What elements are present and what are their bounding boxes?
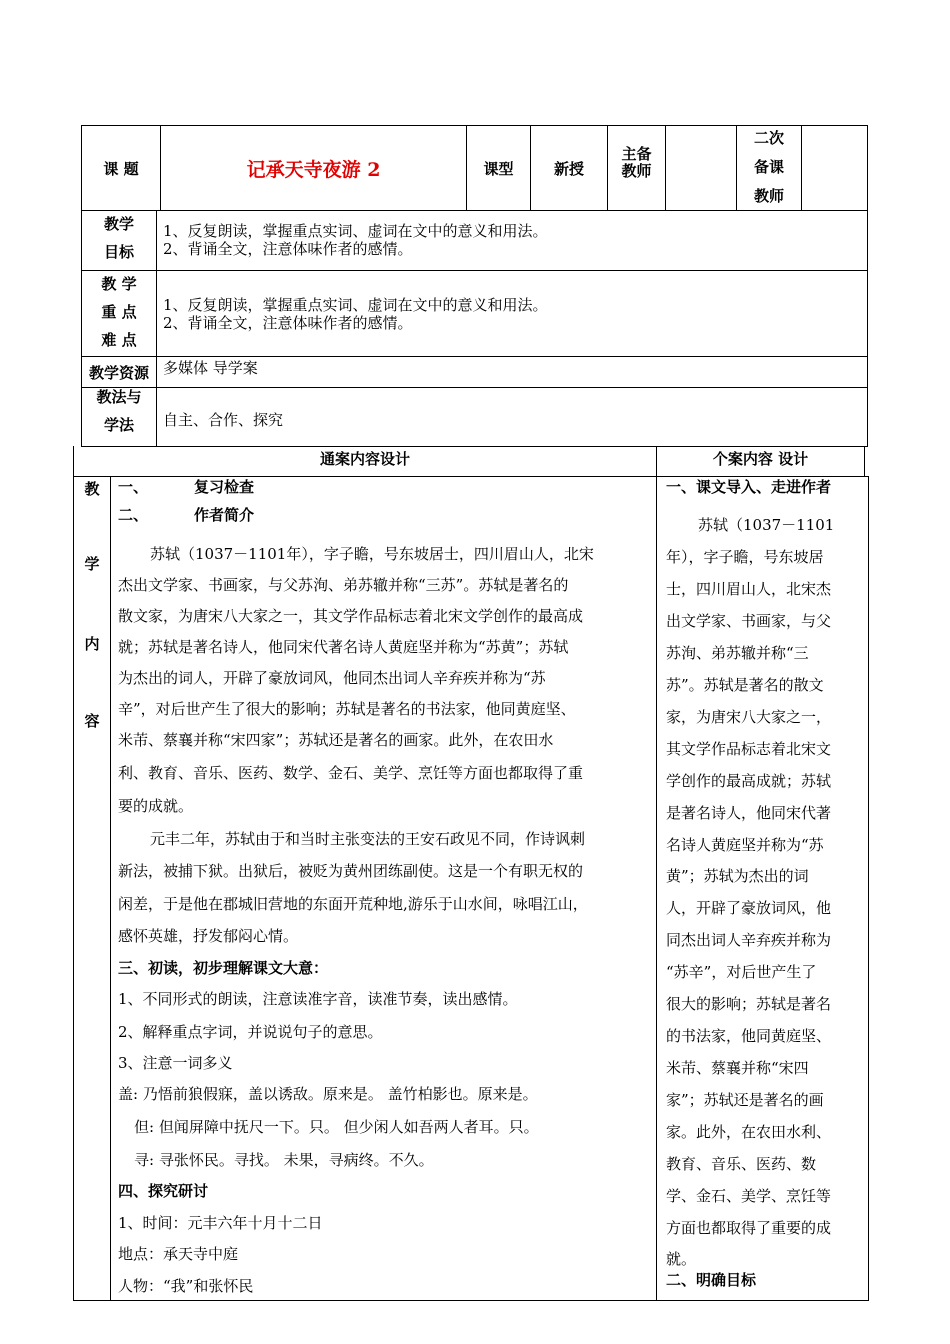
list-item: 3、注意一词多义 xyxy=(118,1054,233,1072)
polysemy-line: 寻: 寻张怀民。寻找。 未果，寻病终。不久。 xyxy=(134,1151,434,1169)
header-individual-design: 个案内容 设计 xyxy=(712,449,809,468)
table-border-right-upper xyxy=(867,125,868,447)
divider xyxy=(801,125,802,211)
list-item: 1、时间：元丰六年十月十二日 xyxy=(118,1214,323,1232)
divider xyxy=(868,476,869,1301)
section-review-heading: 一、 复习检查 xyxy=(118,478,255,496)
goals-text: 1、反复朗读，掌握重点实词、虚词在文中的意义和用法。 2、背诵全文，注意体味作者的感情。 xyxy=(163,222,548,258)
label-main-teacher: 主备 教师 xyxy=(621,145,652,180)
divider xyxy=(81,270,868,271)
divider xyxy=(156,210,157,447)
label-resources: 教学资源 xyxy=(88,363,149,382)
section-first-reading-heading: 三、初读，初步理解课文大意： xyxy=(118,959,329,977)
section-author-heading: 二、 作者简介 xyxy=(118,506,255,524)
list-item: 人物：“我”和张怀民 xyxy=(118,1277,254,1295)
type-value: 新授 xyxy=(553,159,584,178)
divider xyxy=(81,356,868,357)
label-second-teacher: 二次 备课 教师 xyxy=(753,129,784,205)
resources-value: 多媒体 导学案 xyxy=(163,359,258,377)
list-item: 2、解释重点字词，并说说句子的意思。 xyxy=(118,1023,383,1041)
side-goals-heading: 二、明确目标 xyxy=(666,1271,757,1289)
divider xyxy=(665,125,666,211)
list-item: 地点：承天寺中庭 xyxy=(118,1245,239,1263)
side-intro-heading: 一、课文导入、走进作者 xyxy=(666,478,832,496)
divider xyxy=(864,446,865,476)
label-topic: 课 题 xyxy=(103,159,139,178)
divider xyxy=(656,446,657,1300)
section-inquiry-heading: 四、探究研讨 xyxy=(118,1182,209,1200)
polysemy-line: 盖: 乃悟前狼假寐，盖以诱敌。原来是。 盖竹柏影也。原来是。 xyxy=(118,1085,538,1103)
polysemy-line: 但: 但闻屏障中抚尺一下。只。 但少闲人如吾两人者耳。只。 xyxy=(134,1118,539,1136)
table-border-bottom xyxy=(73,1300,869,1301)
label-keypoints: 教 学 重 点 难 点 xyxy=(101,275,137,349)
divider xyxy=(81,387,868,388)
lesson-title: 记承天寺夜游 2 xyxy=(246,158,381,181)
header-general-design: 通案内容设计 xyxy=(319,449,410,468)
divider xyxy=(110,476,111,1301)
label-goals: 教学 目标 xyxy=(103,215,134,261)
keypoints-text: 1、反复朗读，掌握重点实词、虚词在文中的意义和用法。 2、背诵全文，注意体味作者的感情。 xyxy=(163,296,548,332)
divider xyxy=(73,476,74,1301)
label-methods: 教法与 学法 xyxy=(96,388,142,434)
methods-value: 自主、合作、探究 xyxy=(163,411,284,429)
label-type: 课型 xyxy=(483,159,514,178)
list-item: 1、不同形式的朗读，注意读准字音，读准节奏，读出感情。 xyxy=(118,990,518,1008)
